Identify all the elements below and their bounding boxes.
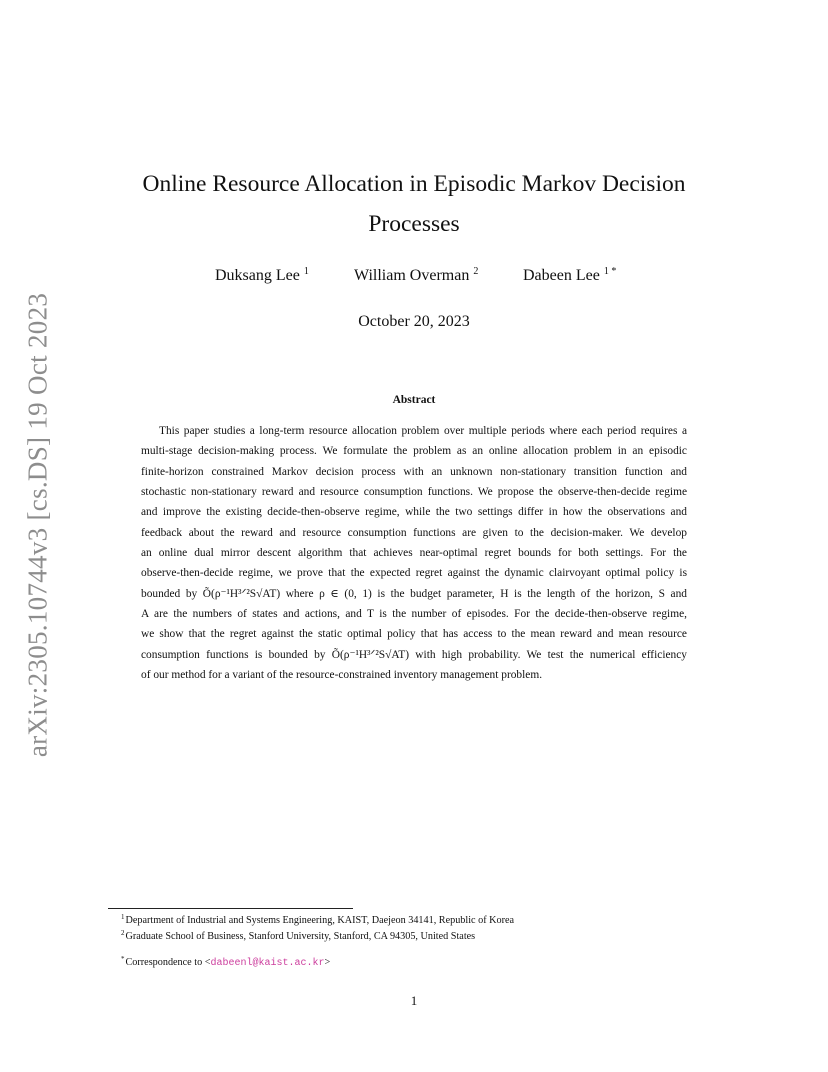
abstract-line: A are the numbers of states and actions, and T is the number of episodes. For the decide-then-observe regime, (141, 608, 687, 621)
publication-date: October 20, 2023 (358, 313, 470, 330)
footnote-mark: * (121, 955, 125, 963)
page-number: 1 (410, 993, 418, 1008)
author-list (0, 266, 828, 290)
abstract-line: feedback about the reward and resource consumption functions are given to the decision-maker. We develop (141, 526, 687, 539)
author-name: Duksang Lee (215, 267, 300, 284)
footnote-1 (121, 913, 514, 926)
abstract-line: This paper studies a long-term resource allocation problem over multiple periods where each period requires a (159, 425, 687, 437)
footnote-2 (121, 929, 475, 942)
abstract-line: of our method for a variant of the resource-constrained inventory management problem. (141, 669, 543, 682)
email-link[interactable]: dabeenl@kaist.ac.kr (210, 958, 325, 969)
author-affiliation-mark: 1 * (603, 266, 617, 277)
footnote-text: Graduate School of Business, Stanford University, Stanford, CA 94305, United States (125, 931, 476, 942)
abstract-line: multi-stage decision-making process. We formulate the problem as an online allocation problem in an episodic (141, 445, 687, 458)
footnote-correspondence (121, 955, 330, 969)
abstract-line: stochastic non-stationary reward and resource consumption functions. We propose the observe-then-decide regime (141, 486, 687, 499)
title-line-1: Online Resource Allocation in Episodic Markov Decision (142, 171, 686, 197)
author-1 (215, 266, 309, 285)
author-2 (354, 266, 478, 285)
author-name: Dabeen Lee (523, 267, 600, 284)
abstract-line: and improve the existing decide-then-observe regime, while the two settings differ in how the observations and (141, 506, 687, 519)
author-3 (523, 266, 616, 285)
footnote-text-end: > (324, 957, 331, 968)
title-line-2: Processes (368, 211, 460, 237)
abstract-line: bounded by Õ(ρ⁻¹H³ᐟ²S√AT) where ρ ∈ (0, 1) is the budget parameter, H is the length of the horizon, S and (141, 587, 687, 600)
abstract-body (141, 421, 687, 685)
footnote-text: Department of Industrial and Systems Engineering, KAIST, Daejeon 34141, Republic of Korea (125, 915, 515, 926)
author-name: William Overman (354, 267, 470, 284)
footnote-mark: 1 (121, 913, 125, 921)
footnote-mark: 2 (121, 929, 125, 937)
abstract-line: we show that the regret against the static optimal policy that has access to the mean reward and mean resource (141, 628, 687, 641)
footnote-divider (108, 908, 353, 909)
arxiv-id-text: arXiv:2305.10744v3 [cs.DS] 19 Oct 2023 (22, 292, 53, 758)
paper-title (100, 164, 728, 244)
abstract-line: an online dual mirror descent algorithm that achieves near-optimal regret bounds for both settings. For the (141, 547, 687, 560)
author-affiliation-mark: 2 (473, 266, 479, 277)
abstract-heading: Abstract (392, 394, 436, 406)
abstract-line: consumption functions is bounded by Õ(ρ⁻¹H³ᐟ²S√AT) with high probability. We test the numerical efficiency (141, 648, 687, 661)
footnote-text: Correspondence to < (125, 957, 211, 968)
arxiv-side-identifier (8, 290, 68, 760)
author-affiliation-mark: 1 (303, 266, 309, 277)
abstract-line: finite-horizon constrained Markov decision process with an unknown non-stationary transition function and (141, 465, 687, 478)
abstract-line: observe-then-decide regime, we prove that the expected regret against the dynamic clairvoyant optimal policy is (141, 567, 687, 580)
